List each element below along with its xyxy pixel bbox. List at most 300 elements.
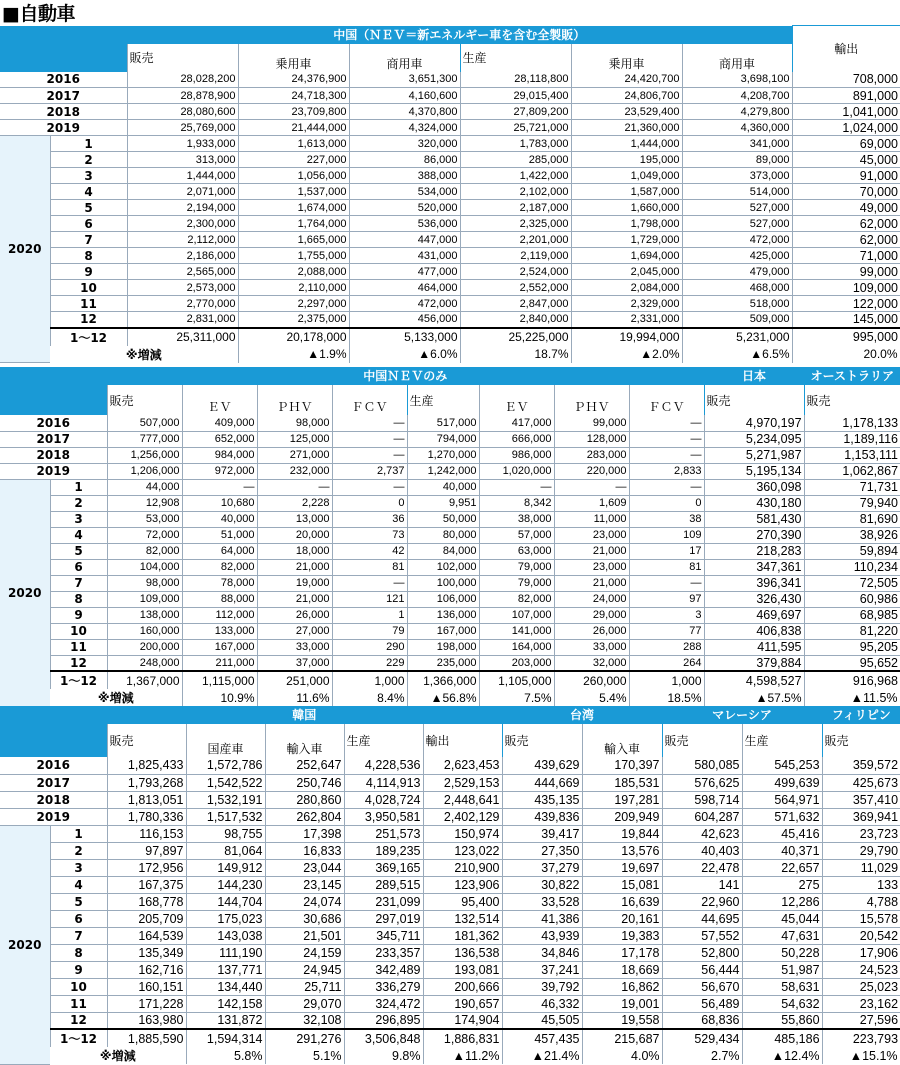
change-cell: 4.0% [582,1047,662,1064]
month-label: 1 [50,479,107,495]
data-cell: 23,044 [265,859,344,876]
data-cell: 185,531 [582,774,662,791]
data-cell: 37,241 [502,961,582,978]
data-cell: 464,000 [349,280,460,296]
data-cell: 15,081 [582,876,662,893]
data-cell: 193,081 [423,961,502,978]
year-label: 2020 [0,825,50,1064]
data-cell: 33,000 [554,639,629,655]
change-cell: ▲56.8% [407,689,479,706]
table-row [0,961,900,978]
data-cell: 26,000 [554,623,629,639]
data-cell: 231,099 [344,893,423,910]
data-cell: 598,714 [662,791,742,808]
data-cell: 37,279 [502,859,582,876]
table-row [0,944,900,961]
change-row [0,346,900,363]
data-cell: — [554,479,629,495]
data-cell: 163,980 [107,1012,186,1029]
data-cell: 112,000 [182,607,257,623]
data-cell: 95,400 [423,893,502,910]
data-cell: 57,552 [662,927,742,944]
data-cell: 248,000 [107,655,182,671]
data-cell: 2,737 [332,463,407,479]
data-cell: 167,375 [107,876,186,893]
table-row [0,264,900,280]
month-label: 7 [50,927,107,944]
group-header-row [0,706,900,724]
sub-header: 輸入車 [265,724,344,758]
data-cell: 2,201,000 [460,232,571,248]
data-cell: 4,788 [822,893,900,910]
data-cell: 22,657 [742,859,822,876]
sub-header-row [0,724,900,758]
year-label: 2018 [0,447,107,463]
data-cell: 40,000 [182,511,257,527]
data-cell: 2,448,641 [423,791,502,808]
data-cell: — [182,479,257,495]
table-row [0,607,900,623]
table-row [0,447,900,463]
data-cell: 1,572,786 [186,757,265,774]
data-cell: 69,000 [792,136,900,152]
data-cell: 4,208,700 [682,88,792,104]
table-row [0,463,900,479]
table-row [0,136,900,152]
table-row [0,791,900,808]
table-row [0,104,900,120]
total-cell: 260,000 [554,671,629,689]
data-cell: 125,000 [257,431,332,447]
data-cell: 72,505 [804,575,900,591]
data-cell: 12,286 [742,893,822,910]
sub-header: 販売 [107,385,182,416]
data-cell: 99,000 [554,415,629,431]
data-cell: 1 [332,607,407,623]
data-cell: 150,974 [423,825,502,842]
data-cell: 297,019 [344,910,423,927]
table-row [0,927,900,944]
data-cell: 2,573,000 [127,280,238,296]
data-cell: 82,000 [107,543,182,559]
data-cell: 104,000 [107,559,182,575]
data-cell: 170,397 [582,757,662,774]
data-cell: 98,000 [107,575,182,591]
data-cell: 200,000 [107,639,182,655]
data-cell: 54,632 [742,995,822,1012]
data-cell: 109,000 [107,591,182,607]
data-cell: 507,000 [107,415,182,431]
data-cell: 2,112,000 [127,232,238,248]
data-cell: 477,000 [349,264,460,280]
data-cell: 50,228 [742,944,822,961]
data-cell: 33,000 [257,639,332,655]
data-cell: 1,587,000 [571,184,682,200]
data-cell: 46,332 [502,995,582,1012]
header-corner [0,367,107,415]
data-cell: 4,970,197 [704,415,804,431]
data-cell: 80,000 [407,527,479,543]
sub-header: ＦＣＶ [332,385,407,416]
data-cell: 24,074 [265,893,344,910]
group-header-row [0,26,900,44]
data-cell: 145,000 [792,312,900,328]
data-cell: 439,836 [502,808,582,825]
philippines-header: フィリピン [822,706,900,724]
data-cell: 499,639 [742,774,822,791]
data-cell: 60,986 [804,591,900,607]
data-cell: 326,430 [704,591,804,607]
data-cell: 40,000 [407,479,479,495]
data-cell: 4,324,000 [349,120,460,136]
data-cell: 425,673 [822,774,900,791]
data-cell: 79,000 [479,559,554,575]
data-cell: 23,723 [822,825,900,842]
data-cell: 17,398 [265,825,344,842]
data-cell: 34,846 [502,944,582,961]
data-cell: 388,000 [349,168,460,184]
month-label: 10 [50,280,127,296]
data-cell: 2,325,000 [460,216,571,232]
total-cell: 20,178,000 [238,328,349,346]
data-cell: 1,270,000 [407,447,479,463]
data-cell: 143,038 [186,927,265,944]
data-cell: 280,860 [265,791,344,808]
data-cell: 1,755,000 [238,248,349,264]
data-cell: 49,000 [792,200,900,216]
data-cell: 2,552,000 [460,280,571,296]
change-cell: ▲11.5% [804,689,900,706]
data-cell: 2,831,000 [127,312,238,328]
table-row [0,876,900,893]
data-cell: 2,300,000 [127,216,238,232]
data-cell: 456,000 [349,312,460,328]
data-cell: 41,386 [502,910,582,927]
data-cell: 1,444,000 [571,136,682,152]
data-cell: 21,000 [257,559,332,575]
table-row [0,88,900,104]
data-cell: 47,631 [742,927,822,944]
table-row [0,312,900,328]
data-cell: 4,228,536 [344,757,423,774]
data-cell: 2,331,000 [571,312,682,328]
sub-header: ＦＣＶ [629,385,704,416]
total-cell: 1,105,000 [479,671,554,689]
table-row [0,774,900,791]
data-cell: 205,709 [107,910,186,927]
data-cell: 97,897 [107,842,186,859]
change-cell: 8.4% [332,689,407,706]
data-cell: 571,632 [742,808,822,825]
data-cell: 21,444,000 [238,120,349,136]
data-cell: 220,000 [554,463,629,479]
data-cell: 29,070 [265,995,344,1012]
month-label: 6 [50,216,127,232]
data-cell: 2,084,000 [571,280,682,296]
month-label: 3 [50,168,127,184]
table-row [0,808,900,825]
data-cell: 203,000 [479,655,554,671]
data-cell: 81 [629,559,704,575]
data-cell: 2,565,000 [127,264,238,280]
change-label: ※増減 [125,347,162,362]
data-cell: 19,844 [582,825,662,842]
sub-header: 輸出 [423,724,502,758]
change-cell: 9.8% [344,1047,423,1064]
data-cell: 4,279,800 [682,104,792,120]
data-cell: 19,001 [582,995,662,1012]
total-label: 1～12 [50,1029,107,1047]
data-cell: 51,000 [182,527,257,543]
data-cell: 0 [629,495,704,511]
data-cell: 26,000 [257,607,332,623]
data-cell: 53,000 [107,511,182,527]
data-cell: 342,489 [344,961,423,978]
change-row [0,1047,900,1064]
data-cell: 313,000 [127,152,238,168]
data-cell: 45,000 [792,152,900,168]
data-cell: 175,023 [186,910,265,927]
month-label: 12 [50,655,107,671]
data-cell: 162,716 [107,961,186,978]
data-cell: 135,349 [107,944,186,961]
sub-header: 輸入車 [582,724,662,758]
data-cell: 24,806,700 [571,88,682,104]
data-cell: 81 [332,559,407,575]
data-cell: 29,015,400 [460,88,571,104]
data-cell: 200,666 [423,978,502,995]
sub-header: 販売 [822,724,900,758]
data-cell: 32,108 [265,1012,344,1029]
data-cell: 1,256,000 [107,447,182,463]
data-cell: 62,000 [792,216,900,232]
china-overall-table [0,25,900,363]
data-cell: 2,088,000 [238,264,349,280]
month-label: 6 [50,559,107,575]
data-cell: 23,000 [554,559,629,575]
data-cell: 17,906 [822,944,900,961]
data-cell: 11,000 [554,511,629,527]
data-cell: 36 [332,511,407,527]
data-cell: 320,000 [349,136,460,152]
total-cell: 3,506,848 [344,1029,423,1047]
month-label: 5 [50,200,127,216]
data-cell: 55,860 [742,1012,822,1029]
data-cell: 652,000 [182,431,257,447]
data-cell: 29,790 [822,842,900,859]
data-cell: 369,165 [344,859,423,876]
taiwan-header: 台湾 [502,706,662,724]
total-cell: 1,000 [332,671,407,689]
sub-header: 販売 [502,724,582,758]
data-cell: 1,517,532 [186,808,265,825]
data-cell: 132,514 [423,910,502,927]
data-cell: 972,000 [182,463,257,479]
data-cell: 1,780,336 [107,808,186,825]
data-cell: 986,000 [479,447,554,463]
table-row [0,296,900,312]
data-cell: 1,020,000 [479,463,554,479]
australia-header: オーストラリア [804,367,900,385]
month-label: 5 [50,893,107,910]
change-cell: 18.5% [629,689,704,706]
month-label: 5 [50,543,107,559]
data-cell: 4,360,000 [682,120,792,136]
data-cell: 197,281 [582,791,662,808]
data-cell: 97 [629,591,704,607]
data-cell: 235,000 [407,655,479,671]
data-cell: 1,206,000 [107,463,182,479]
data-cell: 444,669 [502,774,582,791]
data-cell: 518,000 [682,296,792,312]
data-cell: 1,783,000 [460,136,571,152]
table-row [0,527,900,543]
change-cell: 20.0% [792,346,900,363]
data-cell: 171,228 [107,995,186,1012]
data-cell: 1,613,000 [238,136,349,152]
sub-header: ＥＶ [182,385,257,416]
total-label: 1～12 [50,671,107,689]
data-cell: 1,933,000 [127,136,238,152]
header-corner [0,706,107,757]
month-label: 1 [50,136,127,152]
sub-header: 国産車 [186,724,265,758]
total-row [0,328,900,346]
table-row [0,575,900,591]
data-cell: 479,000 [682,264,792,280]
data-cell: 514,000 [682,184,792,200]
data-cell: 211,000 [182,655,257,671]
data-cell: 275 [742,876,822,893]
total-cell: 1,000 [629,671,704,689]
total-cell: 1,886,831 [423,1029,502,1047]
data-cell: 5,234,095 [704,431,804,447]
data-cell: — [332,575,407,591]
total-cell: 5,231,000 [682,328,792,346]
data-cell: 131,872 [186,1012,265,1029]
data-cell: 2,375,000 [238,312,349,328]
data-cell: 110,234 [804,559,900,575]
table-row [0,152,900,168]
data-cell: 11,029 [822,859,900,876]
data-cell: 262,804 [265,808,344,825]
total-cell: 4,598,527 [704,671,804,689]
data-cell: 545,253 [742,757,822,774]
table-row [0,72,900,88]
sub-header: 販売 [704,385,804,416]
data-cell: 109,000 [792,280,900,296]
china-nev-header: 中国ＮＥＶのみ [107,367,704,385]
data-cell: 13,576 [582,842,662,859]
data-cell: 16,862 [582,978,662,995]
change-cell: ▲12.4% [742,1047,822,1064]
data-cell: 82,000 [479,591,554,607]
data-cell: 107,000 [479,607,554,623]
data-cell: 44,695 [662,910,742,927]
data-cell: 164,000 [479,639,554,655]
sub-header: ＥＶ [479,385,554,416]
data-cell: 468,000 [682,280,792,296]
data-cell: 271,000 [257,447,332,463]
data-cell: 9,951 [407,495,479,511]
data-cell: 38,926 [804,527,900,543]
data-cell: 264 [629,655,704,671]
month-label: 7 [50,575,107,591]
sub-header: 販売 [127,43,238,72]
data-cell: — [629,479,704,495]
data-cell: 28,028,200 [127,72,238,88]
data-cell: 3 [629,607,704,623]
month-label: 12 [50,1012,107,1029]
data-cell: 22,478 [662,859,742,876]
change-label: ※増減 [99,1049,136,1063]
data-cell: 19,000 [257,575,332,591]
table-row [0,842,900,859]
data-cell: 1,056,000 [238,168,349,184]
data-cell: 509,000 [682,312,792,328]
data-cell: 25,023 [822,978,900,995]
data-cell: 520,000 [349,200,460,216]
data-cell: 28,118,800 [460,72,571,88]
data-cell: 95,652 [804,655,900,671]
data-cell: 62,000 [792,232,900,248]
data-cell: 42 [332,543,407,559]
month-label: 9 [50,607,107,623]
data-cell: 30,822 [502,876,582,893]
data-cell: 24,159 [265,944,344,961]
data-cell: 42,623 [662,825,742,842]
data-cell: 3,651,300 [349,72,460,88]
data-cell: 406,838 [704,623,804,639]
data-cell: 5,195,134 [704,463,804,479]
data-cell: 447,000 [349,232,460,248]
data-cell: 2,071,000 [127,184,238,200]
data-cell: 396,341 [704,575,804,591]
data-cell: 290 [332,639,407,655]
data-cell: 78,000 [182,575,257,591]
change-cell: 2.7% [662,1047,742,1064]
data-cell: 24,945 [265,961,344,978]
data-cell: 79 [332,623,407,639]
data-cell: 1,041,000 [792,104,900,120]
table-row [0,479,900,495]
data-cell: 251,573 [344,825,423,842]
data-cell: 4,028,724 [344,791,423,808]
data-cell: 4,370,800 [349,104,460,120]
data-cell: 209,949 [582,808,662,825]
table-row [0,280,900,296]
data-cell: 136,538 [423,944,502,961]
year-label: 2020 [0,136,50,363]
data-cell: 81,064 [186,842,265,859]
data-cell: 1,825,433 [107,757,186,774]
data-cell: — [629,415,704,431]
data-cell: 580,085 [662,757,742,774]
data-cell: 283,000 [554,447,629,463]
data-cell: 25,711 [265,978,344,995]
data-cell: 347,361 [704,559,804,575]
data-cell: 1,660,000 [571,200,682,216]
table-row [0,120,900,136]
data-cell: 63,000 [479,543,554,559]
data-cell: 30,686 [265,910,344,927]
data-cell: 22,960 [662,893,742,910]
table-row [0,200,900,216]
data-cell: 28,878,900 [127,88,238,104]
total-cell: 1,594,314 [186,1029,265,1047]
change-cell: 5.1% [265,1047,344,1064]
group-header-row [0,367,900,385]
